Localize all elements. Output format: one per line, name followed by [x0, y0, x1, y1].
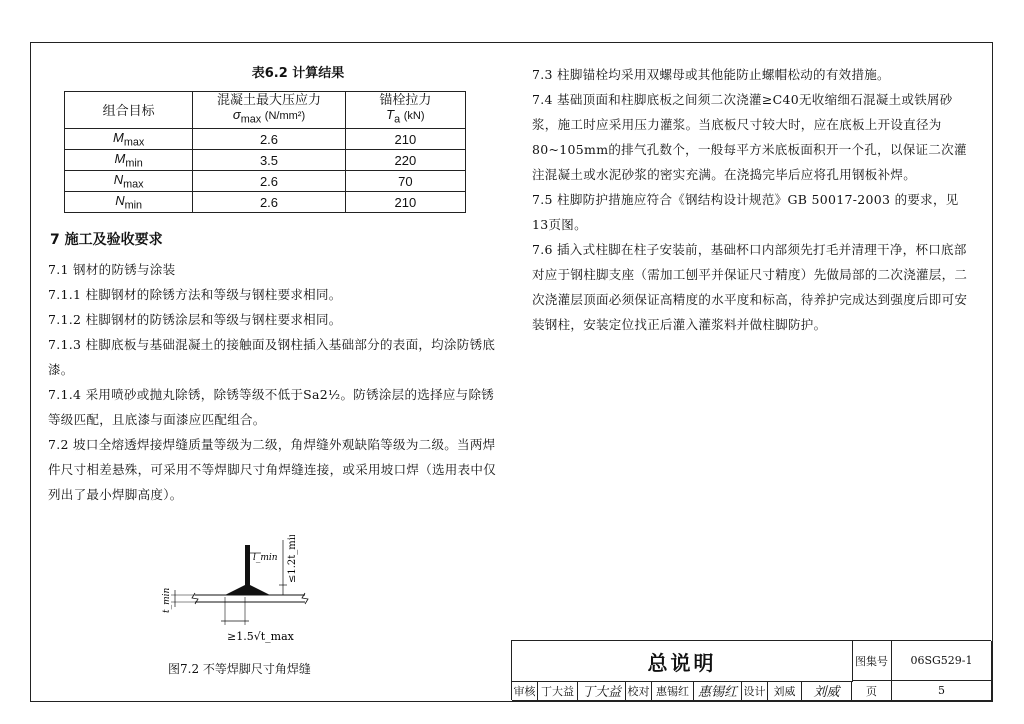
check-label: 校对	[626, 681, 652, 701]
section-heading: 7 施工及验收要求	[50, 232, 163, 248]
fillet-weld-left	[225, 585, 245, 595]
header-tension-title: 锚栓拉力	[379, 92, 432, 108]
row-stress: 3.5	[193, 150, 345, 171]
row-combination: $N_{min}$	[65, 192, 193, 213]
figure-caption: 图7.2 不等焊脚尺寸角焊缝	[168, 662, 311, 676]
weld-figure	[155, 535, 345, 650]
page-number: 5	[892, 681, 992, 701]
table-title: 表6.2 计算结果	[251, 66, 345, 81]
review-name: 丁大益	[538, 681, 578, 701]
drawing-title: 总说明	[512, 641, 853, 682]
paragraph: 7.4 基础顶面和柱脚底板之间须二次浇灌≥C40无收缩细石混凝土或铁屑砂浆，施工时应采用压力灌浆。当底板尺寸较大时，应在底板上开设直径为80~105mm的排气孔数个，一般每平方米底板面积开一个孔，以保证二次灌注混凝土或水泥砂浆的密实充满。在浇捣完毕后应将孔用钢板补焊。	[532, 92, 967, 182]
paragraph: 7.1.3 柱脚底板与基础混凝土的接触面及钢柱插入基础部分的表面，均涂防锈底漆。	[48, 337, 496, 377]
vertical-plate	[245, 545, 250, 595]
title-block	[511, 640, 991, 700]
paragraph: 7.1.2 柱脚钢材的防锈涂层和等级与钢柱要求相同。	[48, 312, 342, 327]
row-stress: 2.6	[193, 129, 345, 150]
label-bottom: ≥1.5√t_max	[227, 630, 294, 643]
label-left: t_min	[162, 587, 172, 613]
design-name: 刘威	[768, 681, 802, 701]
table-row	[65, 129, 466, 150]
check-signature: 惠锡红	[694, 681, 742, 701]
design-label: 设计	[742, 681, 768, 701]
header-stress-title: 混凝土最大压应力	[216, 92, 321, 108]
paragraph: 7.1 钢材的防锈与涂装	[48, 262, 176, 277]
paragraph: 7.1.1 柱脚钢材的除锈方法和等级与钢柱要求相同。	[48, 287, 342, 302]
header-stress-symbol: $\sigma_{max}$ (N/mm²)	[232, 107, 306, 126]
paragraph: 7.1.4 采用喷砂或抛丸除锈，除锈等级不低于Sa2½。防锈涂层的选择应与除锈等级匹配，且底漆与面漆应匹配组合。	[48, 387, 495, 427]
table-header-row	[65, 92, 466, 129]
paragraph: 7.3 柱脚锚栓均采用双螺母或其他能防止螺帽松动的有效措施。	[532, 67, 890, 82]
review-label: 审核	[512, 681, 538, 701]
left-column	[48, 62, 500, 507]
header-tension	[345, 92, 465, 129]
paragraph: 7.2 坡口全熔透焊接焊缝质量等级为二级，角焊缝外观缺陷等级为二级。当两焊件尺寸相差悬殊，可采用不等焊脚尺寸角焊缝连接，或采用坡口焊（选用表中仅列出了最小焊脚高度）。	[48, 437, 497, 502]
row-stress: 2.6	[193, 171, 345, 192]
header-tension-symbol: $T_a$ (kN)	[386, 107, 425, 126]
review-signature: 丁大益	[578, 681, 626, 701]
right-column	[532, 62, 972, 337]
paragraph: 7.6 插入式柱脚在柱子安装前，基础杯口内部须先打毛并清理干净，杯口底部对应于钢柱脚支座（需加工刨平并保证尺寸精度）先做局部的二次浇灌层，二次浇灌层顶面必须保证高精度的水平度和标高，待养护完成达到强度后即可安装钢柱，安装定位找正后灌入灌浆料并做柱脚防护。	[532, 242, 968, 332]
atlas-number: 06SG529-1	[892, 641, 992, 681]
fillet-weld-right	[250, 585, 270, 595]
header-stress	[193, 92, 345, 129]
table-row	[65, 150, 466, 171]
row-tension: 70	[345, 171, 465, 192]
table-row	[65, 171, 466, 192]
row-tension: 210	[345, 129, 465, 150]
row-stress: 2.6	[193, 192, 345, 213]
row-tension: 210	[345, 192, 465, 213]
paragraph: 7.5 柱脚防护措施应符合《钢结构设计规范》GB 50017-2003 的要求，见13页图。	[532, 192, 959, 232]
table-row	[65, 192, 466, 213]
header-combination: 组合目标	[65, 92, 193, 129]
atlas-label: 图集号	[852, 641, 892, 681]
weld-diagram	[155, 535, 345, 650]
row-combination: $N_{max}$	[65, 171, 193, 192]
page-label: 页	[852, 681, 892, 701]
design-signature: 刘威	[802, 681, 852, 701]
label-side: ≤1.2t_min	[287, 535, 298, 583]
row-combination: $M_{min}$	[65, 150, 193, 171]
row-tension: 220	[345, 150, 465, 171]
calc-result-table	[64, 91, 466, 213]
label-top: l_min	[253, 553, 278, 563]
row-combination: $M_{max}$	[65, 129, 193, 150]
check-name: 惠锡红	[652, 681, 694, 701]
